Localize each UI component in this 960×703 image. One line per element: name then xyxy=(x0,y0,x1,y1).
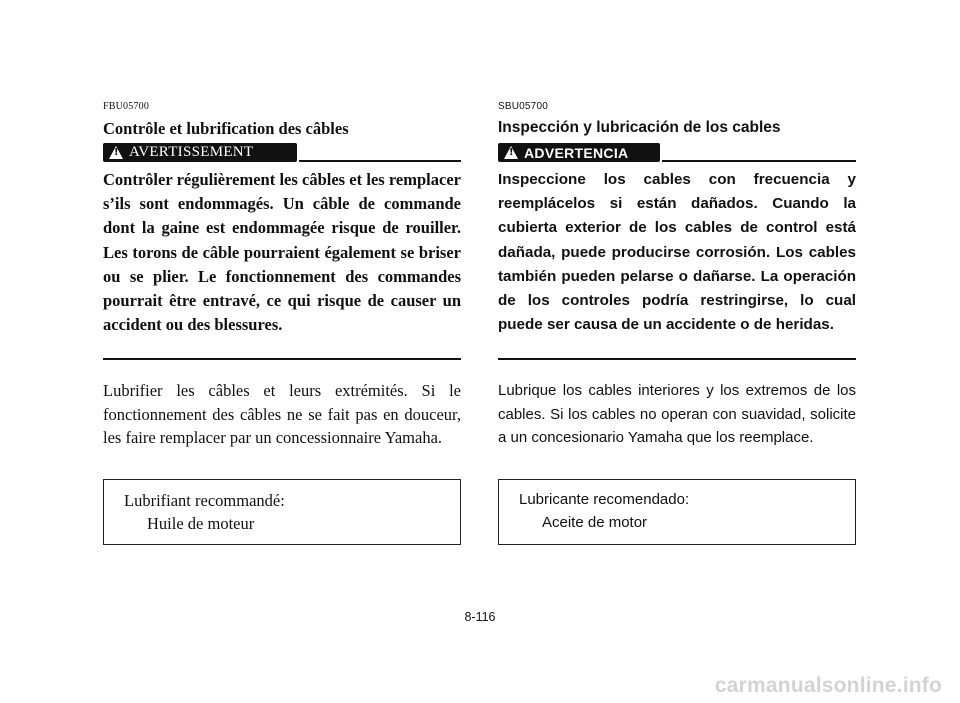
recommendation-label: Lubricante recomendado: xyxy=(519,491,690,508)
warning-header-rule xyxy=(662,160,856,162)
section-code: SBU05700 xyxy=(498,101,548,112)
body-paragraph: Lubrique los cables interiores y los extremos de los cables. Si los cables no operan con suavidad, solicite a un concesionario Yamaha que los reemplace. xyxy=(498,382,856,447)
warning-header-rule xyxy=(299,160,461,162)
section-heading: Inspección y lubricación de los cables xyxy=(498,119,781,136)
warning-header xyxy=(498,143,856,163)
warning-label: AVERTISSEMENT xyxy=(129,144,254,160)
watermark: carmanualsonline.info xyxy=(714,674,942,697)
section-heading: Contrôle et lubrification des câbles xyxy=(103,119,349,138)
warning-end-rule xyxy=(103,358,461,360)
recommendation-box xyxy=(103,479,461,545)
warning-end-rule xyxy=(498,358,856,360)
page-number: 8-116 xyxy=(464,610,496,624)
warning-text: Inspeccione los cables con frecuencia y reemplácelos si están dañados. Cuando la cubierta exterior de los cables de control está dañada, puede producirse corrosión. Los cables también pueden pelarse o dañarse. La operación de los controles podría restringirse, lo cual puede ser causa de un accidente o de heridas. xyxy=(498,171,856,334)
recommendation-box xyxy=(498,479,856,545)
recommendation-label: Lubrifiant recommandé: xyxy=(124,491,285,510)
warning-label: ADVERTENCIA xyxy=(524,144,629,161)
warning-triangle-icon: ! xyxy=(109,146,123,159)
warning-badge xyxy=(498,143,660,162)
warning-triangle-icon: ! xyxy=(504,146,518,159)
recommendation-value: Huile de moteur xyxy=(147,514,255,533)
warning-badge xyxy=(103,143,297,162)
recommendation-value: Aceite de motor xyxy=(542,514,648,531)
warning-text: Contrôler régulièrement les câbles et les remplacer s’ils sont endommagés. Un câble de commande dont la gaine est endommagée risque de rouiller. Les torons de câble pourraient également se briser ou se plier. Le fonctionnement des commandes pourrait être entravé, ce qui risque de causer un accident ou des blessures. xyxy=(103,170,461,335)
section-code: FBU05700 xyxy=(103,101,150,112)
body-paragraph: Lubrifier les câbles et leurs extrémités. Si le fonctionnement des câbles ne se fait pas en douceur, les faire remplacer par un concessionnaire Yamaha. xyxy=(103,381,461,448)
warning-header xyxy=(103,143,461,163)
